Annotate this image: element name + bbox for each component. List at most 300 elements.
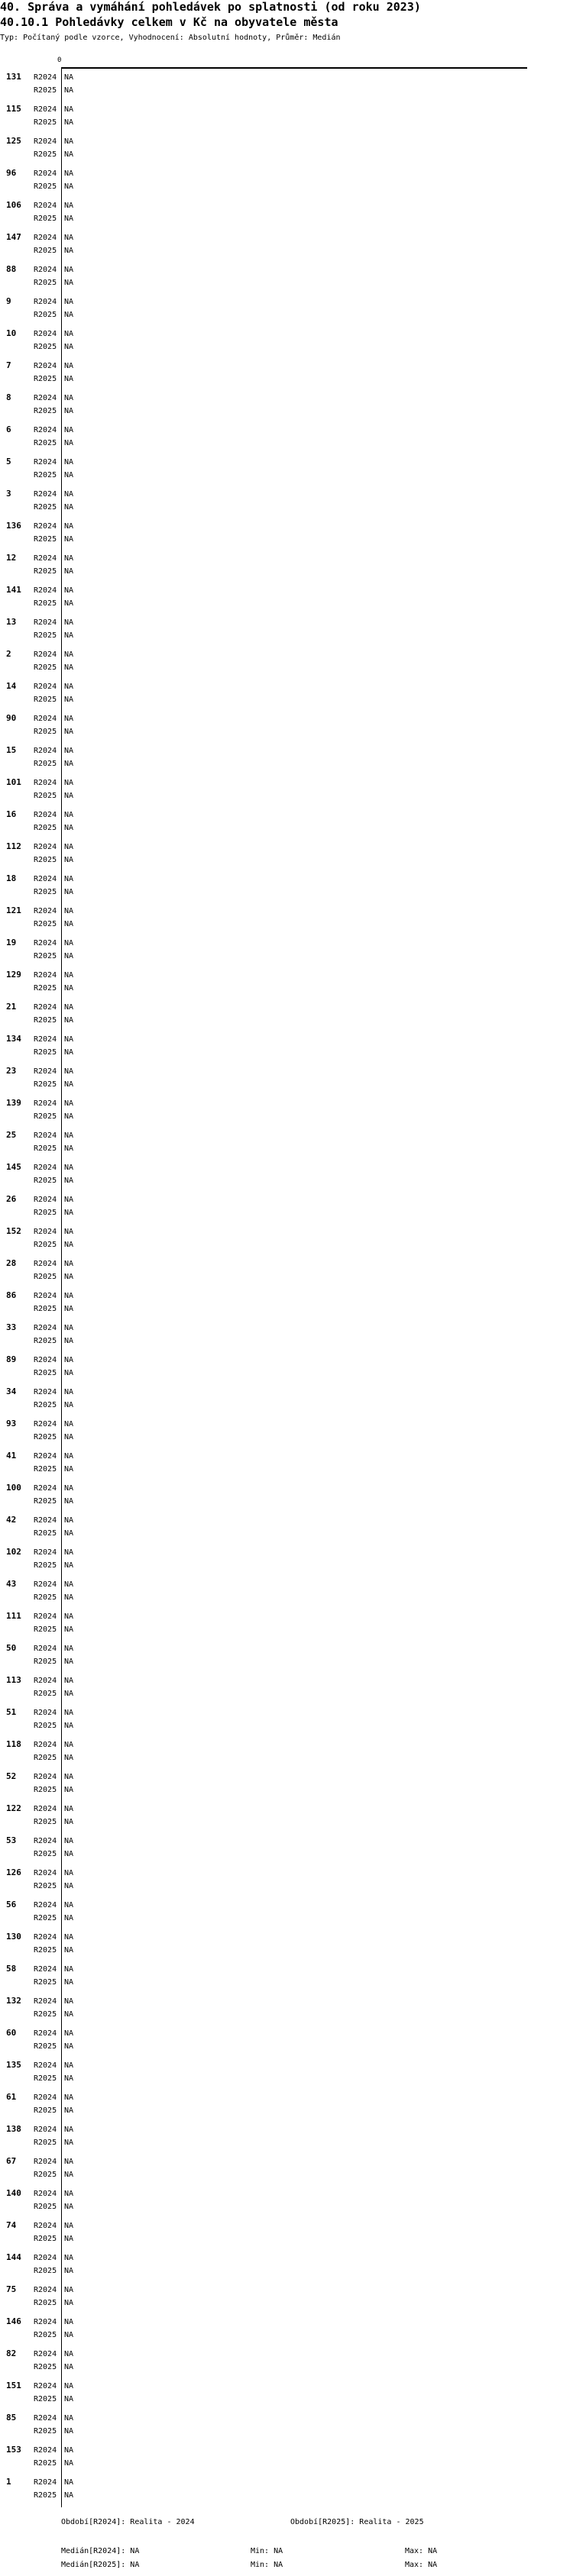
- data-label: NA: [64, 2331, 74, 2339]
- category-group: [0, 1738, 573, 1770]
- series-label: R2025: [34, 599, 57, 608]
- series-label: R2024: [34, 426, 57, 434]
- data-label: NA: [64, 599, 74, 608]
- series-label: R2025: [34, 1080, 57, 1089]
- category-group: [0, 359, 573, 391]
- data-label: NA: [64, 1401, 74, 1409]
- data-label: NA: [64, 2459, 74, 2468]
- category-label: 2: [6, 649, 11, 659]
- category-group: [0, 2475, 573, 2507]
- category-label: 6: [6, 424, 11, 434]
- data-label: NA: [64, 1677, 74, 1685]
- data-label: NA: [64, 2222, 74, 2230]
- category-group: [0, 295, 573, 327]
- series-label: R2024: [34, 939, 57, 947]
- category-group: [0, 1481, 573, 1513]
- data-label: NA: [64, 1356, 74, 1364]
- category-group: [0, 1866, 573, 1898]
- data-label: NA: [64, 522, 74, 531]
- series-label: R2024: [34, 202, 57, 210]
- category-group: [0, 1545, 573, 1577]
- legend-period-2024: Období[R2024]: Realita - 2024: [61, 2518, 195, 2526]
- series-label: R2024: [34, 843, 57, 851]
- data-label: NA: [64, 1612, 74, 1621]
- data-label: NA: [64, 1497, 74, 1506]
- legend-min-2025: Min: NA: [251, 2561, 283, 2569]
- data-label: NA: [64, 1901, 74, 1909]
- category-label: 89: [6, 1354, 17, 1364]
- category-group: [0, 1417, 573, 1449]
- series-label: R2024: [34, 1131, 57, 1140]
- data-label: NA: [64, 2363, 74, 2371]
- category-group: [0, 551, 573, 583]
- series-label: R2025: [34, 984, 57, 993]
- data-label: NA: [64, 1645, 74, 1653]
- series-label: R2025: [34, 1690, 57, 1698]
- data-label: NA: [64, 1003, 74, 1012]
- series-label: R2025: [34, 1529, 57, 1538]
- data-label: NA: [64, 1388, 74, 1396]
- series-label: R2024: [34, 1516, 57, 1525]
- series-label: R2025: [34, 2235, 57, 2243]
- data-label: NA: [64, 215, 74, 223]
- category-label: 134: [6, 1034, 21, 1044]
- data-label: NA: [64, 1292, 74, 1300]
- category-group: [0, 1193, 573, 1225]
- category-group: [0, 519, 573, 551]
- data-label: NA: [64, 375, 74, 383]
- category-label: 18: [6, 873, 17, 883]
- category-label: 141: [6, 585, 21, 595]
- category-label: 8: [6, 392, 11, 402]
- data-label: NA: [64, 407, 74, 415]
- data-label: NA: [64, 1241, 74, 1249]
- category-group: [0, 1449, 573, 1481]
- legend-period-2025: Období[R2025]: Realita - 2025: [290, 2518, 424, 2526]
- series-label: R2024: [34, 1677, 57, 1685]
- data-label: NA: [64, 1548, 74, 1557]
- category-group: [0, 744, 573, 776]
- category-group: [0, 1064, 573, 1096]
- data-label: NA: [64, 554, 74, 563]
- series-label: R2025: [34, 696, 57, 704]
- data-label: NA: [64, 696, 74, 704]
- category-group: [0, 904, 573, 936]
- category-group: [0, 1641, 573, 1674]
- category-label: 14: [6, 681, 17, 691]
- series-label: R2025: [34, 2491, 57, 2500]
- data-label: NA: [64, 1805, 74, 1813]
- series-label: R2025: [34, 439, 57, 447]
- series-label: R2025: [34, 631, 57, 640]
- category-label: 146: [6, 2316, 21, 2326]
- category-label: 41: [6, 1451, 17, 1461]
- category-group: [0, 2411, 573, 2443]
- series-label: R2024: [34, 586, 57, 595]
- data-label: NA: [64, 1978, 74, 1987]
- series-label: R2024: [34, 490, 57, 499]
- series-label: R2025: [34, 792, 57, 800]
- category-label: 61: [6, 2092, 17, 2102]
- series-label: R2025: [34, 1433, 57, 1441]
- data-label: NA: [64, 535, 74, 544]
- series-label: R2025: [34, 311, 57, 319]
- series-label: R2025: [34, 407, 57, 415]
- data-label: NA: [64, 1965, 74, 1974]
- data-label: NA: [64, 1099, 74, 1108]
- series-label: R2024: [34, 1164, 57, 1172]
- category-label: 3: [6, 489, 11, 499]
- series-label: R2025: [34, 247, 57, 255]
- chart-meta: Typ: Počítaný podle vzorce, Vyhodnocení: Absolutní hodnoty, Průměr: Medián: [0, 34, 341, 42]
- series-label: R2024: [34, 2414, 57, 2423]
- series-label: R2025: [34, 1978, 57, 1987]
- series-label: R2025: [34, 2459, 57, 2468]
- series-label: R2024: [34, 1228, 57, 1236]
- category-label: 12: [6, 553, 17, 563]
- category-group: [0, 1513, 573, 1545]
- category-group: [0, 2122, 573, 2155]
- category-group: [0, 1128, 573, 1160]
- category-label: 19: [6, 938, 17, 947]
- category-group: [0, 872, 573, 904]
- data-label: NA: [64, 1914, 74, 1922]
- category-group: [0, 1257, 573, 1289]
- category-group: [0, 2026, 573, 2058]
- series-label: R2025: [34, 1882, 57, 1890]
- category-label: 34: [6, 1386, 17, 1396]
- series-label: R2024: [34, 169, 57, 178]
- data-label: NA: [64, 2478, 74, 2487]
- series-label: R2024: [34, 1612, 57, 1621]
- series-label: R2024: [34, 2318, 57, 2326]
- chart-title: 40.10.1 Pohledávky celkem v Kč na obyvatele města: [0, 15, 338, 29]
- category-group: [0, 2187, 573, 2219]
- category-group: [0, 840, 573, 872]
- series-label: R2024: [34, 2478, 57, 2487]
- series-label: R2025: [34, 1273, 57, 1281]
- data-label: NA: [64, 939, 74, 947]
- category-label: 85: [6, 2413, 17, 2423]
- data-label: NA: [64, 2171, 74, 2179]
- category-label: 130: [6, 1932, 21, 1942]
- category-group: [0, 2090, 573, 2122]
- data-label: NA: [64, 875, 74, 883]
- series-label: R2025: [34, 1177, 57, 1185]
- category-label: 43: [6, 1579, 17, 1589]
- series-label: R2025: [34, 2363, 57, 2371]
- series-label: R2025: [34, 1722, 57, 1730]
- series-label: R2024: [34, 747, 57, 755]
- data-label: NA: [64, 439, 74, 447]
- series-label: R2025: [34, 2395, 57, 2403]
- data-label: NA: [64, 1324, 74, 1332]
- category-group: [0, 1674, 573, 1706]
- data-label: NA: [64, 169, 74, 178]
- category-label: 102: [6, 1547, 21, 1557]
- data-label: NA: [64, 631, 74, 640]
- data-label: NA: [64, 1773, 74, 1781]
- category-group: [0, 263, 573, 295]
- category-label: 145: [6, 1162, 21, 1172]
- category-group: [0, 2251, 573, 2283]
- data-label: NA: [64, 2286, 74, 2294]
- category-label: 9: [6, 296, 11, 306]
- data-label: NA: [64, 1658, 74, 1666]
- data-label: NA: [64, 1933, 74, 1942]
- data-label: NA: [64, 1561, 74, 1570]
- category-group: [0, 647, 573, 680]
- series-label: R2025: [34, 920, 57, 928]
- legend-min-2024: Min: NA: [251, 2547, 283, 2555]
- data-label: NA: [64, 843, 74, 851]
- series-label: R2024: [34, 1099, 57, 1108]
- data-label: NA: [64, 266, 74, 274]
- series-label: R2025: [34, 1593, 57, 1602]
- data-label: NA: [64, 2299, 74, 2307]
- category-label: 121: [6, 905, 21, 915]
- series-label: R2024: [34, 875, 57, 883]
- category-group: [0, 2379, 573, 2411]
- category-group: [0, 102, 573, 134]
- data-label: NA: [64, 1741, 74, 1749]
- data-label: NA: [64, 202, 74, 210]
- data-label: NA: [64, 2074, 74, 2083]
- data-label: NA: [64, 1580, 74, 1589]
- category-group: [0, 2347, 573, 2379]
- data-label: NA: [64, 2061, 74, 2070]
- series-label: R2024: [34, 1965, 57, 1974]
- category-group: [0, 1032, 573, 1064]
- category-label: 139: [6, 1098, 21, 1108]
- category-group: [0, 583, 573, 615]
- category-label: 26: [6, 1194, 17, 1204]
- category-group: [0, 199, 573, 231]
- series-label: R2025: [34, 952, 57, 960]
- data-label: NA: [64, 330, 74, 338]
- data-label: NA: [64, 118, 74, 127]
- category-group: [0, 2283, 573, 2315]
- data-label: NA: [64, 2491, 74, 2500]
- category-label: 138: [6, 2124, 21, 2134]
- data-label: NA: [64, 1035, 74, 1044]
- category-group: [0, 776, 573, 808]
- series-label: R2024: [34, 2029, 57, 2038]
- category-label: 74: [6, 2220, 17, 2230]
- data-label: NA: [64, 2203, 74, 2211]
- data-label: NA: [64, 2350, 74, 2358]
- data-label: NA: [64, 2093, 74, 2102]
- series-label: R2025: [34, 2106, 57, 2115]
- data-label: NA: [64, 2318, 74, 2326]
- data-label: NA: [64, 1625, 74, 1634]
- data-label: NA: [64, 1818, 74, 1826]
- data-label: NA: [64, 1722, 74, 1730]
- category-group: [0, 1770, 573, 1802]
- data-label: NA: [64, 1305, 74, 1313]
- series-label: R2024: [34, 811, 57, 819]
- series-label: R2025: [34, 1786, 57, 1794]
- category-group: [0, 1898, 573, 1930]
- series-label: R2025: [34, 663, 57, 672]
- series-label: R2024: [34, 2286, 57, 2294]
- data-label: NA: [64, 1850, 74, 1858]
- data-label: NA: [64, 1690, 74, 1698]
- series-label: R2025: [34, 1369, 57, 1377]
- category-label: 111: [6, 1611, 21, 1621]
- series-label: R2025: [34, 1946, 57, 1955]
- category-label: 53: [6, 1835, 17, 1845]
- category-group: [0, 1577, 573, 1609]
- series-label: R2024: [34, 715, 57, 723]
- category-group: [0, 615, 573, 647]
- data-label: NA: [64, 279, 74, 287]
- category-group: [0, 2315, 573, 2347]
- data-label: NA: [64, 1882, 74, 1890]
- data-label: NA: [64, 471, 74, 479]
- series-label: R2025: [34, 1625, 57, 1634]
- category-group: [0, 1000, 573, 1032]
- series-label: R2024: [34, 2093, 57, 2102]
- series-label: R2024: [34, 458, 57, 466]
- category-group: [0, 1994, 573, 2026]
- data-label: NA: [64, 1452, 74, 1461]
- category-label: 136: [6, 521, 21, 531]
- data-label: NA: [64, 1080, 74, 1089]
- series-label: R2025: [34, 1112, 57, 1121]
- series-label: R2025: [34, 535, 57, 544]
- category-group: [0, 1160, 573, 1193]
- x-axis-line: [61, 67, 527, 69]
- series-label: R2024: [34, 2254, 57, 2262]
- category-label: 16: [6, 809, 17, 819]
- series-label: R2025: [34, 1241, 57, 1249]
- data-label: NA: [64, 1260, 74, 1268]
- data-label: NA: [64, 458, 74, 466]
- category-label: 51: [6, 1707, 17, 1717]
- data-label: NA: [64, 1946, 74, 1955]
- data-label: NA: [64, 792, 74, 800]
- category-label: 21: [6, 1002, 17, 1012]
- category-label: 82: [6, 2348, 17, 2358]
- data-label: NA: [64, 2029, 74, 2038]
- category-group: [0, 134, 573, 166]
- data-label: NA: [64, 618, 74, 627]
- category-label: 112: [6, 841, 21, 851]
- data-label: NA: [64, 2254, 74, 2262]
- data-label: NA: [64, 1593, 74, 1602]
- category-group: [0, 1962, 573, 1994]
- series-label: R2024: [34, 1837, 57, 1845]
- category-label: 15: [6, 745, 17, 755]
- data-label: NA: [64, 1273, 74, 1281]
- series-label: R2024: [34, 554, 57, 563]
- series-label: R2025: [34, 824, 57, 832]
- series-label: R2025: [34, 2267, 57, 2275]
- data-label: NA: [64, 1465, 74, 1474]
- series-label: R2025: [34, 1337, 57, 1345]
- series-label: R2024: [34, 2190, 57, 2198]
- category-group: [0, 936, 573, 968]
- data-label: NA: [64, 234, 74, 242]
- data-label: NA: [64, 1754, 74, 1762]
- data-label: NA: [64, 343, 74, 351]
- data-label: NA: [64, 150, 74, 159]
- category-group: [0, 1802, 573, 1834]
- data-label: NA: [64, 1048, 74, 1057]
- series-label: R2025: [34, 1048, 57, 1057]
- data-label: NA: [64, 1067, 74, 1076]
- category-label: 132: [6, 1996, 21, 2006]
- series-label: R2024: [34, 522, 57, 531]
- series-label: R2024: [34, 1709, 57, 1717]
- category-group: [0, 968, 573, 1000]
- data-label: NA: [64, 888, 74, 896]
- category-label: 106: [6, 200, 21, 210]
- category-group: [0, 712, 573, 744]
- data-label: NA: [64, 1484, 74, 1493]
- category-label: 100: [6, 1483, 21, 1493]
- legend-max-2024: Max: NA: [405, 2547, 438, 2555]
- series-label: R2024: [34, 650, 57, 659]
- series-label: R2024: [34, 1997, 57, 2006]
- data-label: NA: [64, 2382, 74, 2390]
- data-label: NA: [64, 952, 74, 960]
- category-label: 126: [6, 1867, 21, 1877]
- data-label: NA: [64, 362, 74, 370]
- series-label: R2024: [34, 1067, 57, 1076]
- category-label: 129: [6, 970, 21, 980]
- data-label: NA: [64, 907, 74, 915]
- data-label: NA: [64, 650, 74, 659]
- data-label: NA: [64, 247, 74, 255]
- series-label: R2025: [34, 856, 57, 864]
- category-group: [0, 70, 573, 102]
- series-label: R2024: [34, 298, 57, 306]
- series-label: R2025: [34, 1658, 57, 1666]
- data-label: NA: [64, 2139, 74, 2147]
- data-label: NA: [64, 1016, 74, 1025]
- category-label: 5: [6, 457, 11, 466]
- data-label: NA: [64, 1112, 74, 1121]
- series-label: R2025: [34, 1850, 57, 1858]
- category-group: [0, 1385, 573, 1417]
- data-label: NA: [64, 182, 74, 191]
- series-label: R2025: [34, 2042, 57, 2051]
- category-group: [0, 391, 573, 423]
- legend-max-2025: Max: NA: [405, 2561, 438, 2569]
- category-label: 10: [6, 328, 17, 338]
- data-label: NA: [64, 2126, 74, 2134]
- series-label: R2024: [34, 362, 57, 370]
- data-label: NA: [64, 779, 74, 787]
- data-label: NA: [64, 1369, 74, 1377]
- page-title: 40. Správa a vymáhání pohledávek po splatnosti (od roku 2023): [0, 0, 421, 14]
- series-label: R2024: [34, 2158, 57, 2166]
- series-label: R2025: [34, 888, 57, 896]
- series-label: R2024: [34, 234, 57, 242]
- category-label: 131: [6, 72, 21, 82]
- series-label: R2024: [34, 2350, 57, 2358]
- category-group: [0, 2219, 573, 2251]
- data-label: NA: [64, 2427, 74, 2436]
- data-label: NA: [64, 1164, 74, 1172]
- series-label: R2024: [34, 1869, 57, 1877]
- series-label: R2024: [34, 2222, 57, 2230]
- category-group: [0, 1096, 573, 1128]
- series-label: R2025: [34, 215, 57, 223]
- series-label: R2024: [34, 683, 57, 691]
